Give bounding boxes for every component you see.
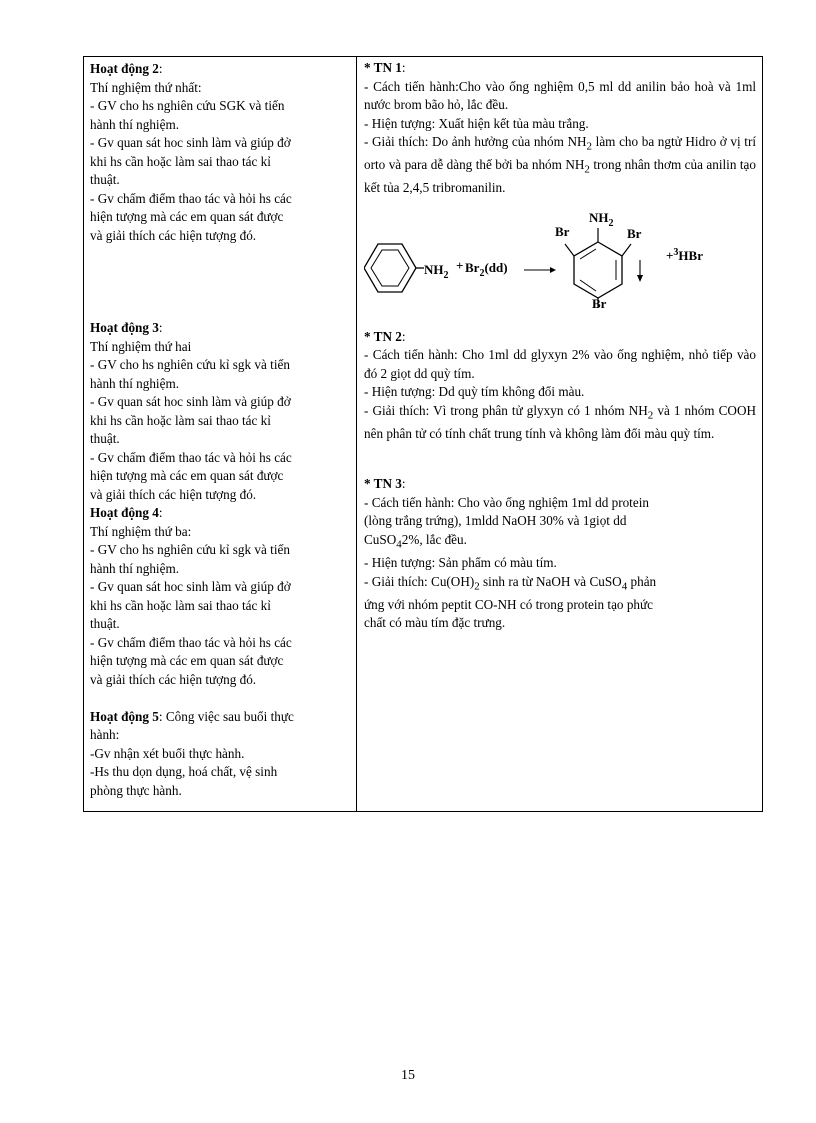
product-amino-group: $NH_2$ [589,209,614,229]
activity-5-line: -Hs thu dọn dụng, hoá chất, vệ sinh [90,764,278,779]
activity-5-line: -Gv nhận xét buổi thực hành. [90,745,245,761]
tn3-line: chất có màu tím đặc trưng. [364,615,506,631]
activity-4-line: thuật. [90,616,120,631]
activity-4-line: hiện tượng mà các em quan sát được [90,653,284,668]
activity-2-line: hiện tượng mà các em quan sát được [90,209,284,224]
tn2-explanation: - Giải thích: Vì trong phân tử glyxyn có 1 nhóm $NH_2$ và 1 nhóm COOH nên phân tử có tính chất trung tính và không làm đổi màu quỳ tím. [364,402,756,441]
activity-3-line: hành thí nghiệm. [90,375,180,391]
activity-3-line: khi hs cần hoặc làm sai thao tác kỉ [90,412,271,428]
activity-3-subtitle: Thí nghiệm thứ hai [90,338,192,354]
activity-2-line: hành thí nghiệm. [90,116,180,132]
activity-3-line: và giải thích các hiện tượng đó. [90,486,257,502]
activity-2-title: Hoạt động 2 [90,61,159,76]
activity-2: Hoạt động 2: Thí nghiệm thứ nhất: - GV cho hs nghiên cứu SGK và tiến hành thí nghiệm. - Gv quan sát hoc sinh làm và giúp đở khi hs cần hoặc làm sai thao tác kỉ thuật. - Gv chấm điểm thao tác và hỏi hs các hiện tượng mà các em quan sát được và giải thích các hiện tượng đó. [90,60,348,245]
activity-2-line: - GV cho hs nghiên cứu SGK và tiến [90,98,285,113]
tn1-explanation: - Giải thích: Do ảnh hưởng của nhóm $NH_2$ làm cho ba ngtử Hidro ở vị trí orto và para dễ dàng thế bởi ba nhóm $NH_2$ trong nhân thơm của anilin tạo kết tủa 2,4,5 tribromanilin. [364,134,756,196]
column-divider [356,57,357,811]
activity-4: Hoạt động 4: Thí nghiệm thứ ba: - GV cho hs nghiên cứu kỉ sgk và tiến hành thí nghiệm. - Gv quan sát hoc sinh làm và giúp đở khi hs cần hoặc làm sai thao tác kỉ thuật. - Gv chấm điểm thao tác và hỏi hs các hiện tượng mà các em quan sát được và giải thích các hiện tượng đó. [90,504,348,689]
experiment-2: * TN 2: - Cách tiến hành: Cho 1ml dd glyxyn 2% vào ống nghiệm, nhỏ tiếp vào đó 2 giọt dd quỳ tím. - Hiện tượng: Dd quỳ tím không đổi màu. - Giải thích: Vì trong phân tử glyxyn có 1 nhóm $NH_2$ và 1 nhóm COOH nên phân tử có tính chất trung tính và không làm đổi màu quỳ tím. [364,328,756,444]
activity-5-line: hành: [90,727,120,742]
tn2-procedure: - Cách tiến hành: Cho 1ml dd glyxyn 2% vào ống nghiệm, nhỏ tiếp vào đó 2 giọt dd quỳ tím. [364,347,756,381]
activity-4-line: khi hs cần hoặc làm sai thao tác kỉ [90,597,271,613]
content-table [83,56,763,812]
activity-5 [90,708,348,801]
activity-3-line: - Gv chấm điểm thao tác và hỏi hs các [90,449,292,465]
bromine-reagent: $Br_2(dd)$ [465,259,508,279]
page-number: 15 [401,1068,415,1083]
tn3-line: (lòng trắng trứng), 1mldd NaOH 30% và 1giọt dd [364,513,627,529]
activity-5-line: phòng thực hành. [90,782,182,798]
tn3-line: - Hiện tượng: Sản phẩm có màu tím. [364,555,557,571]
activity-4-line: - Gv quan sát hoc sinh làm và giúp đở [90,579,291,594]
tn3-line: CuSO$_4$2%, lắc đều. [364,531,467,551]
activity-3-line: thuật. [90,431,120,446]
activity-4-subtitle: Thí nghiệm thứ ba: [90,523,192,539]
activity-4-line: và giải thích các hiện tượng đó. [90,671,257,687]
experiment-3: * TN 3: - Cách tiến hành: Cho vào ống nghiệm 1ml dd protein (lòng trắng trứng), 1mldd NaOH 30% và 1giọt dd CuSO$_4$2%, lắc đều. - Hiện tượng: Sản phẩm có màu tím. - Giải thích: $Cu(OH)_2$ sinh ra từ NaOH và CuSO$_4$ phản ứng với nhóm peptit CO-NH có trong protein tạo phức chất có màu tím đặc trưng. [364,475,756,632]
activity-3-line: - Gv quan sát hoc sinh làm và giúp đở [90,394,291,409]
plus-sign: + [456,257,464,273]
bromination-equation [364,200,756,308]
activity-3-title: Hoạt động 3 [90,320,159,335]
tn1-title: * TN 1 [364,60,402,75]
activity-2-line: và giải thích các hiện tượng đó. [90,227,257,243]
experiments-column [364,59,756,633]
ortho-bromine-left: Br [555,223,570,239]
para-bromine: Br [592,295,607,308]
activity-3-line: hiện tượng mà các em quan sát được [90,468,284,483]
activity-3-line: - GV cho hs nghiên cứu kỉ sgk và tiến [90,357,290,372]
activity-2-subtitle: Thí nghiệm thứ nhất: [90,79,202,95]
teacher-activities-column [90,60,348,800]
tn1-procedure: - Cách tiến hành:Cho vào ống nghiệm 0,5 ml dd anilin bảo hoà và 1ml nước brom bão hỏ, lắc đều. [364,78,756,112]
tn3-line: - Cách tiến hành: Cho vào ống nghiệm 1ml dd protein [364,494,649,510]
activity-5-title: Hoạt động 5 [90,708,159,724]
tn3-line: - Giải thích: $Cu(OH)_2$ sinh ra từ NaOH và CuSO$_4$ phản [364,573,657,593]
tn3-line: ứng với nhóm peptit CO-NH có trong protein tạo phức [364,596,654,612]
experiment-1: * TN 1: - Cách tiến hành:Cho vào ống nghiệm 0,5 ml dd anilin bảo hoà và 1ml nước brom bão hỏ, lắc đều. - Hiện tượng: Xuất hiện kết tủa màu trắng. - Giải thích: Do ảnh hưởng của nhóm $NH_2$ làm cho ba ngtử Hidro ở vị trí orto và para dễ dàng thế bởi ba nhóm $NH_2$ trong nhân thơm của anilin tạo kết tủa 2,4,5 tribromanilin. [364,59,756,198]
activity-2-line: - Gv quan sát hoc sinh làm và giúp đở [90,135,291,150]
activity-4-line: - Gv chấm điểm thao tác và hỏi hs các [90,634,292,650]
activity-4-line: - GV cho hs nghiên cứu kỉ sgk và tiến [90,542,290,557]
tribromoaniline-ring [574,242,622,298]
tn3-title: * TN 3 [364,476,402,492]
tn2-phenomenon: - Hiện tượng: Dd quỳ tím không đổi màu. [364,384,585,400]
activity-4-title: Hoạt động 4 [90,505,159,520]
activity-2-line: - Gv chấm điểm thao tác và hỏi hs các [90,190,292,206]
amino-group: $NH_2$ [424,261,449,281]
activity-2-line: thuật. [90,172,120,187]
activity-5-title-rest: : Công việc sau buổi thực [158,708,294,724]
activity-2-line: khi hs cần hoặc làm sai thao tác kỉ [90,153,271,169]
activity-4-line: hành thí nghiệm. [90,560,180,576]
tn1-phenomenon: - Hiện tượng: Xuất hiện kết tủa màu trắng. [364,115,589,131]
activity-3: Hoạt động 3: Thí nghiệm thứ hai - GV cho hs nghiên cứu kỉ sgk và tiến hành thí nghiệm. - Gv quan sát hoc sinh làm và giúp đở khi hs cần hoặc làm sai thao tác kỉ thuật. - Gv chấm điểm thao tác và hỏi hs các hiện tượng mà các em quan sát được và giải thích các hiện tượng đó. [90,319,348,504]
hbr-byproduct: +$^3$HBr [666,246,703,263]
tn2-title: * TN 2 [364,328,402,344]
aniline-ring [364,244,416,292]
ortho-bromine-right: Br [627,225,642,241]
